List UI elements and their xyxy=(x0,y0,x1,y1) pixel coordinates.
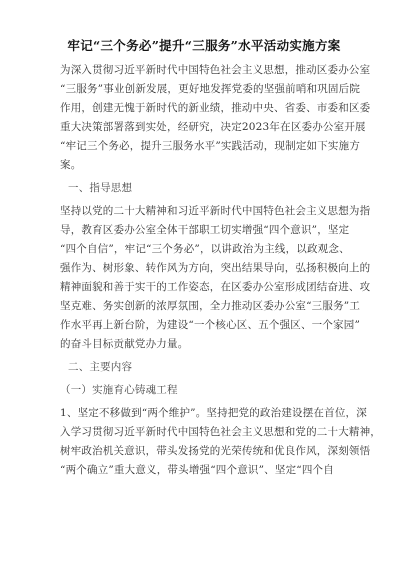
paragraph-line: 重大决策部署落到实处，经研究，决定2023年在区委办公室开展 xyxy=(60,121,366,133)
paragraph-line: 坚克难、务实创新的浓厚氛围，全力推动区委办公室“三服务”工 xyxy=(60,300,361,312)
paragraph-line: 作用，创建无愧于新时代的新业绩，推动中央、省委、市委和区委 xyxy=(60,102,371,114)
paragraph-line: 为深入贯彻习近平新时代中国特色社会主义思想，推动区委办公室 xyxy=(60,64,371,76)
section-heading: 二、主要内容 xyxy=(68,361,133,373)
document-title: 牢记“三个务必”提升“三服务”水平活动实施方案 xyxy=(67,38,341,53)
section-heading: 一、指导思想 xyxy=(68,182,133,194)
subsection-heading: （一）实施育心铸魂工程 xyxy=(60,384,178,396)
paragraph-line: 强作为、树形象、转作风为方向，突出结果导向，弘扬积极向上的 xyxy=(60,262,371,274)
paragraph-line: 作水平再上新台阶，为建设“一个核心区、五个强区、一个家园” xyxy=(60,319,361,331)
paragraph-line: 坚持以党的二十大精神和习近平新时代中国特色社会主义思想为指 xyxy=(60,205,371,217)
paragraph-line: “四个自信”，牢记“三个务必”，以讲政治为主线，以政观念、 xyxy=(60,243,350,255)
paragraph-line: “牢记三个务必，提升三服务水平”实践活动，现制定如下实施方 xyxy=(60,140,361,152)
paragraph-line: “两个确立”重大意义，带头增强“四个意识”、坚定“四个自 xyxy=(60,464,334,476)
paragraph-line: 的奋斗目标贡献党办力量。 xyxy=(60,338,189,350)
paragraph-line: 入学习贯彻习近平新时代中国特色社会主义思想和党的二十大精神， xyxy=(60,426,381,438)
paragraph-line: 1、坚定不移做到“两个维护”。坚持把党的政治建设摆在首位，深 xyxy=(60,407,367,419)
paragraph-line: 导，教育区委办公室全体干部职工切实增强“四个意识”，坚定 xyxy=(60,224,350,236)
paragraph-line: 精神面貌和善于实干的工作姿态，在区委办公室形成团结奋进、攻 xyxy=(60,281,371,293)
paragraph-line: 树牢政治机关意识，带头发扬党的光荣传统和优良作风，深刻领悟 xyxy=(60,445,371,457)
paragraph-line: “三服务”事业创新发展，更好地发挥党委的坚强前哨和巩固后院 xyxy=(60,83,361,95)
paragraph-line: 案。 xyxy=(60,159,82,171)
